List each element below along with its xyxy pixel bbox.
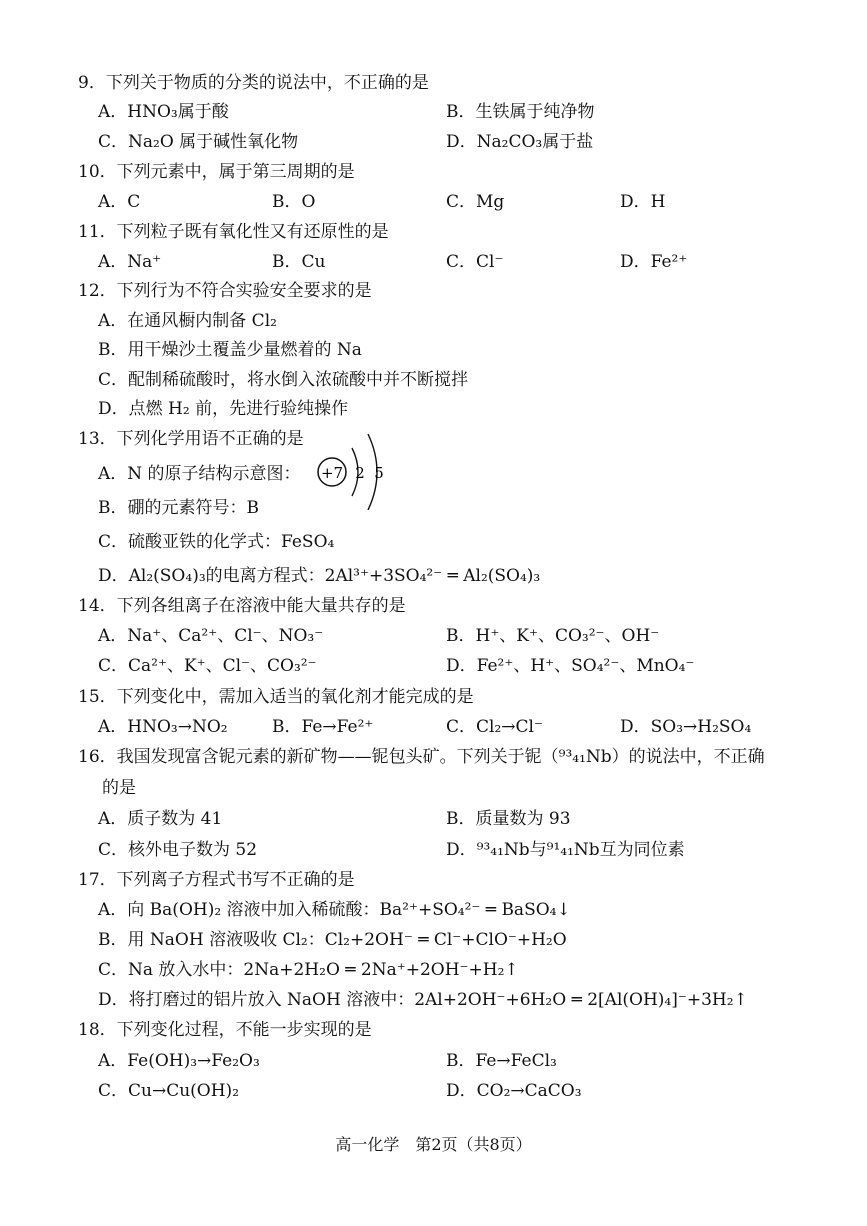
question-17-stem: 17．下列离子方程式书写不正确的是 <box>78 870 355 890</box>
question-9-option-d: D．Na₂CO₃属于盐 <box>446 132 594 152</box>
question-13-option-a: A．N 的原子结构示意图： <box>98 464 301 484</box>
electron-shell-2-count: 5 <box>374 464 384 482</box>
question-16-option-a: A．质子数为 41 <box>98 809 223 829</box>
question-15-option-a: A．HNO₃→NO₂ <box>98 717 228 737</box>
question-17-option-b: B．用 NaOH 溶液吸收 Cl₂：Cl₂+2OH⁻ ═ Cl⁻+ClO⁻+H₂O <box>98 930 567 950</box>
question-15-option-b: B．Fe→Fe²⁺ <box>272 717 374 737</box>
question-12-option-d: D．点燃 H₂ 前，先进行验纯操作 <box>98 399 349 419</box>
page-footer: 高一化学 第2页（共8页） <box>335 1135 532 1154</box>
question-14-option-b: B．H⁺、K⁺、CO₃²⁻、OH⁻ <box>446 626 660 646</box>
question-17-option-a: A．向 Ba(OH)₂ 溶液中加入稀硫酸：Ba²⁺+SO₄²⁻ ═ BaSO₄↓ <box>98 900 571 920</box>
question-13-option-b: B．硼的元素符号：B <box>98 498 259 518</box>
question-11-option-c: C．Cl⁻ <box>446 252 504 272</box>
electron-shell-1-count: 2 <box>355 464 365 482</box>
question-18-option-a: A．Fe(OH)₃→Fe₂O₃ <box>98 1051 260 1071</box>
question-16-option-b: B．质量数为 93 <box>446 809 571 829</box>
question-13-option-d: D．Al₂(SO₄)₃的电离方程式：2Al³⁺+3SO₄²⁻ ═ Al₂(SO₄)₃ <box>98 566 541 586</box>
question-16-stem-continued: 的是 <box>102 778 136 798</box>
question-11-option-a: A．Na⁺ <box>98 252 162 272</box>
question-16-option-c: C．核外电子数为 52 <box>98 840 258 860</box>
question-14-option-d: D．Fe²⁺、H⁺、SO₄²⁻、MnO₄⁻ <box>446 656 695 676</box>
question-17-option-d: D．将打磨过的铝片放入 NaOH 溶液中：2Al+2OH⁻+6H₂O ═ 2[Al(OH)₄]⁻+3H₂↑ <box>98 990 748 1010</box>
question-11-option-b: B．Cu <box>272 252 326 272</box>
question-13-option-c: C．硫酸亚铁的化学式：FeSO₄ <box>98 532 335 552</box>
question-9-option-a: A．HNO₃属于酸 <box>98 102 229 122</box>
question-17-option-c: C．Na 放入水中：2Na+2H₂O ═ 2Na⁺+2OH⁻+H₂↑ <box>98 960 519 980</box>
question-15-option-c: C．Cl₂→Cl⁻ <box>446 717 543 737</box>
question-13-stem: 13．下列化学用语不正确的是 <box>78 429 304 449</box>
question-14-option-c: C．Ca²⁺、K⁺、Cl⁻、CO₃²⁻ <box>98 656 317 676</box>
question-16-stem: 16．我国发现富含铌元素的新矿物——铌包头矿。下列关于铌（⁹³₄₁Nb）的说法中，不正确 <box>78 747 765 767</box>
question-16-option-d: D．⁹³₄₁Nb与⁹¹₄₁Nb互为同位素 <box>446 840 685 860</box>
question-14-option-a: A．Na⁺、Ca²⁺、Cl⁻、NO₃⁻ <box>98 626 324 646</box>
question-15-option-d: D．SO₃→H₂SO₄ <box>620 717 752 737</box>
question-10-option-a: A．C <box>98 192 141 212</box>
question-18-option-d: D．CO₂→CaCO₃ <box>446 1081 582 1101</box>
question-12-option-a: A．在通风橱内制备 Cl₂ <box>98 311 277 331</box>
question-18-option-c: C．Cu→Cu(OH)₂ <box>98 1081 240 1101</box>
nucleus-charge: +7 <box>320 464 344 482</box>
question-18-option-b: B．Fe→FeCl₃ <box>446 1051 557 1071</box>
question-15-stem: 15．下列变化中，需加入适当的氧化剂才能完成的是 <box>78 687 474 707</box>
question-12-option-b: B．用干燥沙土覆盖少量燃着的 Na <box>98 340 362 360</box>
question-9-option-b: B．生铁属于纯净物 <box>446 102 595 122</box>
question-10-option-b: B．O <box>272 192 316 212</box>
question-12-stem: 12．下列行为不符合实验安全要求的是 <box>78 281 372 301</box>
question-14-stem: 14．下列各组离子在溶液中能大量共存的是 <box>78 596 406 616</box>
question-10-option-d: D．H <box>620 192 666 212</box>
question-11-option-d: D．Fe²⁺ <box>620 252 688 272</box>
question-9-stem: 9．下列关于物质的分类的说法中，不正确的是 <box>78 73 429 93</box>
question-11-stem: 11．下列粒子既有氧化性又有还原性的是 <box>78 222 389 242</box>
question-10-stem: 10．下列元素中，属于第三周期的是 <box>78 162 355 182</box>
question-12-option-c: C．配制稀硫酸时，将水倒入浓硫酸中并不断搅拌 <box>98 370 469 390</box>
nitrogen-atom-structure-diagram <box>312 426 412 516</box>
question-18-stem: 18．下列变化过程，不能一步实现的是 <box>78 1020 372 1040</box>
question-10-option-c: C．Mg <box>446 192 505 212</box>
question-9-option-c: C．Na₂O 属于碱性氧化物 <box>98 132 299 152</box>
